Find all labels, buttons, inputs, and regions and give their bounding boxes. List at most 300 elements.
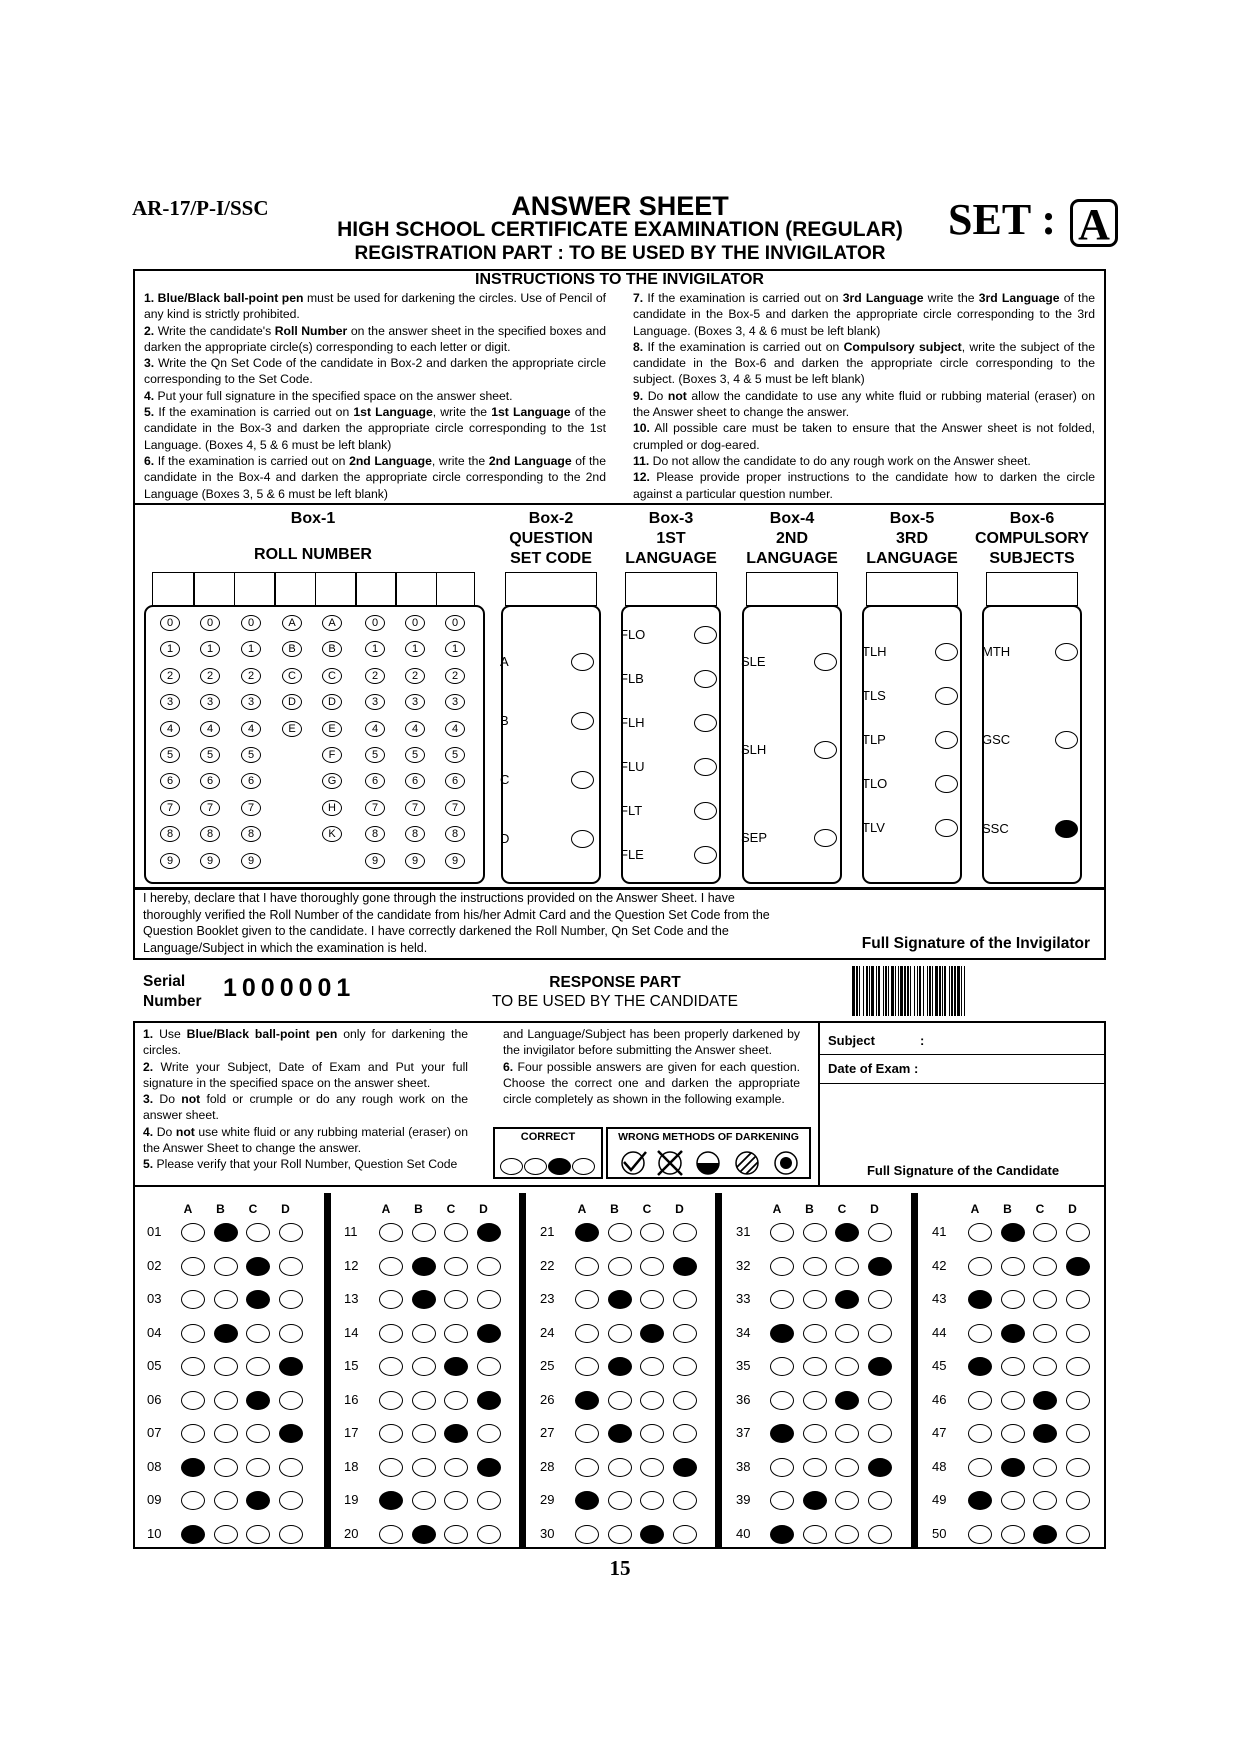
answer-bubble[interactable]: [835, 1257, 859, 1276]
answer-bubble[interactable]: [1033, 1223, 1057, 1242]
answer-bubble[interactable]: [608, 1525, 632, 1544]
answer-bubble[interactable]: [803, 1491, 827, 1510]
answer-bubble[interactable]: [246, 1458, 270, 1477]
answer-bubble[interactable]: [444, 1290, 468, 1309]
answer-bubble[interactable]: [608, 1357, 632, 1376]
answer-bubble[interactable]: [770, 1424, 794, 1443]
roll-bubble[interactable]: 3: [160, 694, 180, 710]
answer-bubble[interactable]: [1001, 1257, 1025, 1276]
answer-bubble[interactable]: [640, 1290, 664, 1309]
answer-bubble[interactable]: [444, 1424, 468, 1443]
answer-bubble[interactable]: [181, 1491, 205, 1510]
roll-bubble[interactable]: D: [282, 694, 302, 710]
answer-bubble[interactable]: [803, 1290, 827, 1309]
box2-entry[interactable]: [505, 572, 597, 606]
answer-bubble[interactable]: [673, 1357, 697, 1376]
option-bubble[interactable]: [935, 731, 958, 749]
option-bubble[interactable]: [1055, 731, 1078, 749]
option-bubble[interactable]: [571, 712, 594, 730]
answer-bubble[interactable]: [279, 1424, 303, 1443]
answer-bubble[interactable]: [1066, 1290, 1090, 1309]
option-bubble[interactable]: [694, 758, 717, 776]
answer-bubble[interactable]: [279, 1357, 303, 1376]
answer-bubble[interactable]: [444, 1324, 468, 1343]
answer-bubble[interactable]: [835, 1424, 859, 1443]
answer-bubble[interactable]: [477, 1290, 501, 1309]
roll-bubble[interactable]: 1: [365, 641, 385, 657]
answer-bubble[interactable]: [412, 1424, 436, 1443]
answer-bubble[interactable]: [477, 1391, 501, 1410]
answer-bubble[interactable]: [968, 1458, 992, 1477]
answer-bubble[interactable]: [770, 1257, 794, 1276]
option-bubble[interactable]: [694, 626, 717, 644]
answer-bubble[interactable]: [673, 1525, 697, 1544]
option-bubble[interactable]: [694, 846, 717, 864]
roll-bubble[interactable]: 1: [405, 641, 425, 657]
answer-bubble[interactable]: [640, 1391, 664, 1410]
answer-bubble[interactable]: [477, 1324, 501, 1343]
answer-bubble[interactable]: [279, 1391, 303, 1410]
answer-bubble[interactable]: [770, 1290, 794, 1309]
roll-bubble[interactable]: 4: [365, 721, 385, 737]
roll-bubble[interactable]: A: [282, 615, 302, 631]
answer-bubble[interactable]: [1001, 1491, 1025, 1510]
roll-bubble[interactable]: 7: [365, 800, 385, 816]
box6-entry[interactable]: [986, 572, 1078, 606]
roll-bubble[interactable]: 8: [160, 826, 180, 842]
answer-bubble[interactable]: [444, 1491, 468, 1510]
answer-bubble[interactable]: [214, 1458, 238, 1477]
answer-bubble[interactable]: [1066, 1424, 1090, 1443]
roll-bubble[interactable]: 2: [200, 668, 220, 684]
answer-bubble[interactable]: [379, 1525, 403, 1544]
answer-bubble[interactable]: [477, 1424, 501, 1443]
answer-bubble[interactable]: [1001, 1290, 1025, 1309]
option-bubble[interactable]: [935, 819, 958, 837]
roll-bubble[interactable]: 5: [365, 747, 385, 763]
answer-bubble[interactable]: [575, 1491, 599, 1510]
answer-bubble[interactable]: [803, 1324, 827, 1343]
answer-bubble[interactable]: [1033, 1424, 1057, 1443]
option-bubble[interactable]: [571, 830, 594, 848]
answer-bubble[interactable]: [673, 1491, 697, 1510]
answer-bubble[interactable]: [477, 1491, 501, 1510]
answer-bubble[interactable]: [575, 1290, 599, 1309]
answer-bubble[interactable]: [412, 1458, 436, 1477]
answer-bubble[interactable]: [477, 1458, 501, 1477]
roll-bubble[interactable]: E: [322, 721, 342, 737]
answer-bubble[interactable]: [246, 1223, 270, 1242]
roll-bubble[interactable]: C: [322, 668, 342, 684]
roll-bubble[interactable]: 7: [445, 800, 465, 816]
roll-bubble[interactable]: 6: [405, 773, 425, 789]
answer-bubble[interactable]: [968, 1357, 992, 1376]
answer-bubble[interactable]: [673, 1257, 697, 1276]
roll-bubble[interactable]: 7: [200, 800, 220, 816]
answer-bubble[interactable]: [412, 1391, 436, 1410]
option-bubble[interactable]: [694, 670, 717, 688]
answer-bubble[interactable]: [181, 1525, 205, 1544]
answer-bubble[interactable]: [181, 1458, 205, 1477]
option-bubble[interactable]: [1055, 820, 1078, 838]
answer-bubble[interactable]: [181, 1223, 205, 1242]
roll-bubble[interactable]: 9: [445, 853, 465, 869]
answer-bubble[interactable]: [673, 1324, 697, 1343]
answer-bubble[interactable]: [1066, 1357, 1090, 1376]
answer-bubble[interactable]: [1001, 1458, 1025, 1477]
answer-bubble[interactable]: [803, 1391, 827, 1410]
answer-bubble[interactable]: [279, 1458, 303, 1477]
roll-bubble[interactable]: 6: [200, 773, 220, 789]
answer-bubble[interactable]: [246, 1424, 270, 1443]
answer-bubble[interactable]: [868, 1491, 892, 1510]
answer-bubble[interactable]: [640, 1424, 664, 1443]
answer-bubble[interactable]: [214, 1290, 238, 1309]
answer-bubble[interactable]: [412, 1525, 436, 1544]
answer-bubble[interactable]: [868, 1223, 892, 1242]
roll-bubble[interactable]: 9: [200, 853, 220, 869]
answer-bubble[interactable]: [214, 1257, 238, 1276]
answer-bubble[interactable]: [1066, 1525, 1090, 1544]
roll-bubble[interactable]: 6: [241, 773, 261, 789]
answer-bubble[interactable]: [181, 1424, 205, 1443]
answer-bubble[interactable]: [379, 1257, 403, 1276]
box5-entry[interactable]: [866, 572, 958, 606]
answer-bubble[interactable]: [673, 1223, 697, 1242]
answer-bubble[interactable]: [379, 1290, 403, 1309]
roll-bubble[interactable]: 6: [160, 773, 180, 789]
roll-bubble[interactable]: 5: [160, 747, 180, 763]
answer-bubble[interactable]: [214, 1357, 238, 1376]
roll-bubble[interactable]: 8: [405, 826, 425, 842]
answer-bubble[interactable]: [279, 1290, 303, 1309]
answer-bubble[interactable]: [770, 1391, 794, 1410]
roll-bubble[interactable]: H: [322, 800, 342, 816]
answer-bubble[interactable]: [608, 1223, 632, 1242]
answer-bubble[interactable]: [412, 1290, 436, 1309]
roll-bubble[interactable]: 4: [241, 721, 261, 737]
answer-bubble[interactable]: [181, 1324, 205, 1343]
answer-bubble[interactable]: [575, 1525, 599, 1544]
answer-bubble[interactable]: [1001, 1424, 1025, 1443]
answer-bubble[interactable]: [412, 1257, 436, 1276]
roll-bubble[interactable]: 5: [445, 747, 465, 763]
answer-bubble[interactable]: [1033, 1525, 1057, 1544]
roll-bubble[interactable]: 8: [200, 826, 220, 842]
roll-bubble[interactable]: A: [322, 615, 342, 631]
answer-bubble[interactable]: [214, 1391, 238, 1410]
answer-bubble[interactable]: [640, 1491, 664, 1510]
answer-bubble[interactable]: [379, 1424, 403, 1443]
answer-bubble[interactable]: [770, 1525, 794, 1544]
roll-bubble[interactable]: 8: [445, 826, 465, 842]
answer-bubble[interactable]: [246, 1290, 270, 1309]
roll-number-entry[interactable]: [152, 572, 475, 606]
roll-bubble[interactable]: K: [322, 826, 342, 842]
answer-bubble[interactable]: [279, 1324, 303, 1343]
answer-bubble[interactable]: [868, 1357, 892, 1376]
roll-bubble[interactable]: 8: [241, 826, 261, 842]
roll-bubble[interactable]: 9: [160, 853, 180, 869]
answer-bubble[interactable]: [246, 1357, 270, 1376]
roll-bubble[interactable]: 0: [405, 615, 425, 631]
roll-bubble[interactable]: 3: [200, 694, 220, 710]
answer-bubble[interactable]: [803, 1458, 827, 1477]
answer-bubble[interactable]: [1001, 1324, 1025, 1343]
answer-bubble[interactable]: [968, 1491, 992, 1510]
roll-bubble[interactable]: 2: [241, 668, 261, 684]
option-bubble[interactable]: [814, 741, 837, 759]
answer-bubble[interactable]: [640, 1257, 664, 1276]
answer-bubble[interactable]: [214, 1223, 238, 1242]
answer-bubble[interactable]: [1001, 1525, 1025, 1544]
answer-bubble[interactable]: [214, 1525, 238, 1544]
answer-bubble[interactable]: [835, 1324, 859, 1343]
answer-bubble[interactable]: [1033, 1357, 1057, 1376]
roll-bubble[interactable]: D: [322, 694, 342, 710]
answer-bubble[interactable]: [770, 1223, 794, 1242]
answer-bubble[interactable]: [279, 1257, 303, 1276]
roll-bubble[interactable]: 0: [160, 615, 180, 631]
answer-bubble[interactable]: [673, 1391, 697, 1410]
answer-bubble[interactable]: [608, 1391, 632, 1410]
answer-bubble[interactable]: [968, 1223, 992, 1242]
answer-bubble[interactable]: [803, 1223, 827, 1242]
roll-bubble[interactable]: G: [322, 773, 342, 789]
roll-bubble[interactable]: 5: [200, 747, 220, 763]
answer-bubble[interactable]: [412, 1324, 436, 1343]
answer-bubble[interactable]: [246, 1257, 270, 1276]
answer-bubble[interactable]: [673, 1424, 697, 1443]
answer-bubble[interactable]: [412, 1491, 436, 1510]
roll-bubble[interactable]: 8: [365, 826, 385, 842]
answer-bubble[interactable]: [1001, 1357, 1025, 1376]
answer-bubble[interactable]: [181, 1391, 205, 1410]
answer-bubble[interactable]: [835, 1525, 859, 1544]
option-bubble[interactable]: [1055, 643, 1078, 661]
answer-bubble[interactable]: [640, 1324, 664, 1343]
answer-bubble[interactable]: [803, 1357, 827, 1376]
answer-bubble[interactable]: [477, 1257, 501, 1276]
answer-bubble[interactable]: [246, 1324, 270, 1343]
roll-bubble[interactable]: 4: [445, 721, 465, 737]
answer-bubble[interactable]: [770, 1491, 794, 1510]
roll-bubble[interactable]: 3: [365, 694, 385, 710]
answer-bubble[interactable]: [444, 1525, 468, 1544]
answer-bubble[interactable]: [181, 1257, 205, 1276]
answer-bubble[interactable]: [575, 1424, 599, 1443]
roll-bubble[interactable]: B: [282, 641, 302, 657]
answer-bubble[interactable]: [214, 1491, 238, 1510]
box4-entry[interactable]: [746, 572, 838, 606]
option-bubble[interactable]: [814, 653, 837, 671]
answer-bubble[interactable]: [444, 1223, 468, 1242]
option-bubble[interactable]: [694, 802, 717, 820]
answer-bubble[interactable]: [868, 1458, 892, 1477]
answer-bubble[interactable]: [770, 1357, 794, 1376]
answer-bubble[interactable]: [379, 1458, 403, 1477]
answer-bubble[interactable]: [444, 1391, 468, 1410]
roll-bubble[interactable]: 9: [241, 853, 261, 869]
roll-bubble[interactable]: 2: [445, 668, 465, 684]
answer-bubble[interactable]: [1066, 1491, 1090, 1510]
roll-bubble[interactable]: 0: [241, 615, 261, 631]
answer-bubble[interactable]: [835, 1290, 859, 1309]
answer-bubble[interactable]: [968, 1424, 992, 1443]
roll-bubble[interactable]: 1: [241, 641, 261, 657]
answer-bubble[interactable]: [835, 1458, 859, 1477]
answer-bubble[interactable]: [214, 1324, 238, 1343]
answer-bubble[interactable]: [968, 1324, 992, 1343]
answer-bubble[interactable]: [477, 1223, 501, 1242]
answer-bubble[interactable]: [379, 1357, 403, 1376]
answer-bubble[interactable]: [575, 1391, 599, 1410]
box3-entry[interactable]: [625, 572, 717, 606]
answer-bubble[interactable]: [246, 1491, 270, 1510]
roll-bubble[interactable]: 0: [445, 615, 465, 631]
roll-bubble[interactable]: 7: [241, 800, 261, 816]
roll-bubble[interactable]: F: [322, 747, 342, 763]
answer-bubble[interactable]: [608, 1324, 632, 1343]
roll-bubble[interactable]: B: [322, 641, 342, 657]
option-bubble[interactable]: [694, 714, 717, 732]
option-bubble[interactable]: [935, 775, 958, 793]
answer-bubble[interactable]: [770, 1324, 794, 1343]
answer-bubble[interactable]: [379, 1391, 403, 1410]
answer-bubble[interactable]: [868, 1391, 892, 1410]
answer-bubble[interactable]: [575, 1357, 599, 1376]
option-bubble[interactable]: [814, 829, 837, 847]
roll-bubble[interactable]: 1: [445, 641, 465, 657]
answer-bubble[interactable]: [868, 1424, 892, 1443]
answer-bubble[interactable]: [968, 1290, 992, 1309]
roll-bubble[interactable]: 5: [241, 747, 261, 763]
answer-bubble[interactable]: [640, 1458, 664, 1477]
roll-bubble[interactable]: 7: [160, 800, 180, 816]
roll-bubble[interactable]: C: [282, 668, 302, 684]
roll-bubble[interactable]: 4: [200, 721, 220, 737]
roll-bubble[interactable]: E: [282, 721, 302, 737]
answer-bubble[interactable]: [279, 1491, 303, 1510]
answer-bubble[interactable]: [412, 1357, 436, 1376]
option-bubble[interactable]: [571, 653, 594, 671]
answer-bubble[interactable]: [575, 1223, 599, 1242]
answer-bubble[interactable]: [412, 1223, 436, 1242]
answer-bubble[interactable]: [968, 1257, 992, 1276]
answer-bubble[interactable]: [1033, 1458, 1057, 1477]
answer-bubble[interactable]: [835, 1223, 859, 1242]
answer-bubble[interactable]: [1033, 1491, 1057, 1510]
answer-bubble[interactable]: [444, 1357, 468, 1376]
answer-bubble[interactable]: [1033, 1324, 1057, 1343]
answer-bubble[interactable]: [379, 1324, 403, 1343]
answer-bubble[interactable]: [640, 1357, 664, 1376]
answer-bubble[interactable]: [379, 1223, 403, 1242]
roll-bubble[interactable]: 1: [160, 641, 180, 657]
roll-bubble[interactable]: 0: [200, 615, 220, 631]
answer-bubble[interactable]: [181, 1357, 205, 1376]
answer-bubble[interactable]: [575, 1458, 599, 1477]
answer-bubble[interactable]: [803, 1257, 827, 1276]
answer-bubble[interactable]: [608, 1491, 632, 1510]
roll-bubble[interactable]: 0: [365, 615, 385, 631]
answer-bubble[interactable]: [868, 1257, 892, 1276]
answer-bubble[interactable]: [1033, 1391, 1057, 1410]
answer-bubble[interactable]: [640, 1223, 664, 1242]
answer-bubble[interactable]: [608, 1424, 632, 1443]
roll-bubble[interactable]: 5: [405, 747, 425, 763]
roll-bubble[interactable]: 6: [445, 773, 465, 789]
answer-bubble[interactable]: [608, 1458, 632, 1477]
roll-bubble[interactable]: 9: [405, 853, 425, 869]
option-bubble[interactable]: [935, 687, 958, 705]
answer-bubble[interactable]: [868, 1290, 892, 1309]
answer-bubble[interactable]: [444, 1257, 468, 1276]
answer-bubble[interactable]: [1033, 1257, 1057, 1276]
answer-bubble[interactable]: [279, 1525, 303, 1544]
answer-bubble[interactable]: [279, 1223, 303, 1242]
roll-bubble[interactable]: 6: [365, 773, 385, 789]
roll-bubble[interactable]: 2: [365, 668, 385, 684]
answer-bubble[interactable]: [575, 1257, 599, 1276]
answer-bubble[interactable]: [1066, 1391, 1090, 1410]
roll-bubble[interactable]: 2: [160, 668, 180, 684]
answer-bubble[interactable]: [1066, 1324, 1090, 1343]
answer-bubble[interactable]: [1001, 1391, 1025, 1410]
answer-bubble[interactable]: [444, 1458, 468, 1477]
answer-bubble[interactable]: [835, 1491, 859, 1510]
answer-bubble[interactable]: [835, 1357, 859, 1376]
answer-bubble[interactable]: [868, 1324, 892, 1343]
answer-bubble[interactable]: [379, 1491, 403, 1510]
answer-bubble[interactable]: [640, 1525, 664, 1544]
answer-bubble[interactable]: [246, 1391, 270, 1410]
answer-bubble[interactable]: [770, 1458, 794, 1477]
answer-bubble[interactable]: [214, 1424, 238, 1443]
answer-bubble[interactable]: [673, 1290, 697, 1309]
answer-bubble[interactable]: [968, 1391, 992, 1410]
answer-bubble[interactable]: [1066, 1223, 1090, 1242]
option-bubble[interactable]: [571, 771, 594, 789]
answer-bubble[interactable]: [1066, 1257, 1090, 1276]
roll-bubble[interactable]: 9: [365, 853, 385, 869]
answer-bubble[interactable]: [477, 1357, 501, 1376]
answer-bubble[interactable]: [608, 1257, 632, 1276]
answer-bubble[interactable]: [181, 1290, 205, 1309]
answer-bubble[interactable]: [477, 1525, 501, 1544]
roll-bubble[interactable]: 3: [445, 694, 465, 710]
answer-bubble[interactable]: [1066, 1458, 1090, 1477]
answer-bubble[interactable]: [968, 1525, 992, 1544]
roll-bubble[interactable]: 4: [405, 721, 425, 737]
answer-bubble[interactable]: [803, 1525, 827, 1544]
answer-bubble[interactable]: [608, 1290, 632, 1309]
roll-bubble[interactable]: 2: [405, 668, 425, 684]
answer-bubble[interactable]: [1001, 1223, 1025, 1242]
roll-bubble[interactable]: 3: [405, 694, 425, 710]
roll-bubble[interactable]: 4: [160, 721, 180, 737]
roll-bubble[interactable]: 7: [405, 800, 425, 816]
answer-bubble[interactable]: [835, 1391, 859, 1410]
roll-bubble[interactable]: 3: [241, 694, 261, 710]
answer-bubble[interactable]: [803, 1424, 827, 1443]
option-bubble[interactable]: [935, 643, 958, 661]
answer-bubble[interactable]: [1033, 1290, 1057, 1309]
roll-bubble[interactable]: 1: [200, 641, 220, 657]
answer-bubble[interactable]: [673, 1458, 697, 1477]
answer-bubble[interactable]: [575, 1324, 599, 1343]
answer-bubble[interactable]: [246, 1525, 270, 1544]
